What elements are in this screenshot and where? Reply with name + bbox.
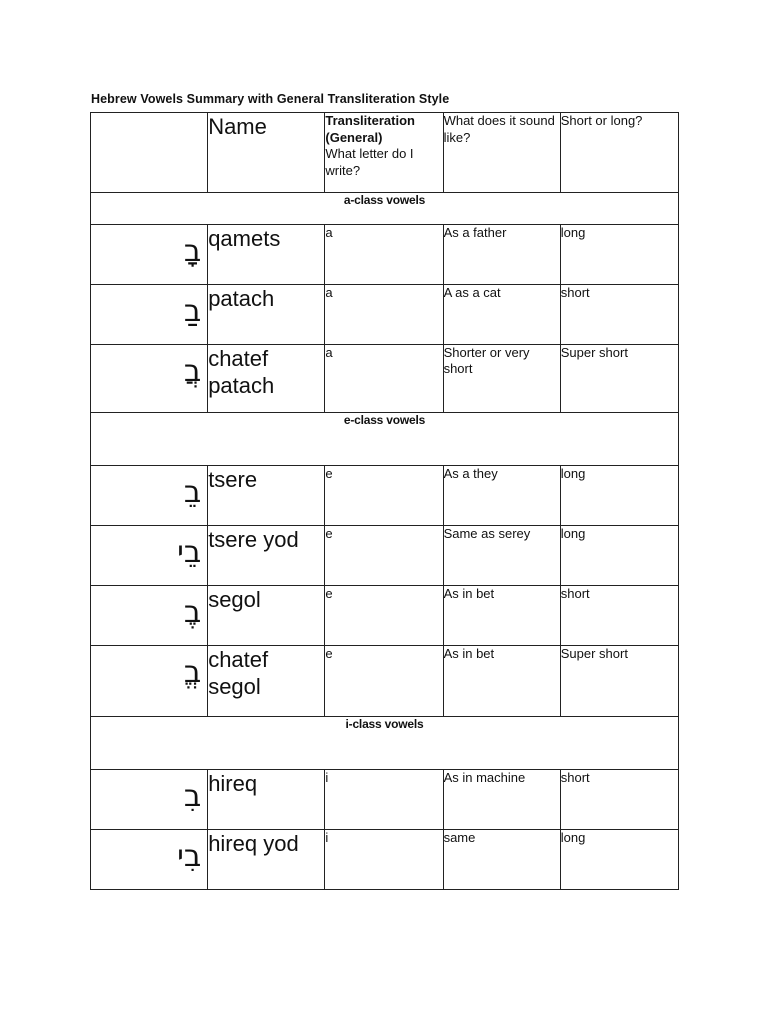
header-transliteration-label: Transliteration (General) (325, 113, 415, 145)
vowel-transliteration: a (325, 345, 443, 413)
header-row (91, 113, 679, 193)
vowel-sound: As in bet (443, 586, 560, 646)
hebrew-glyph: בֶ (183, 595, 202, 630)
vowel-transliteration: e (325, 466, 443, 526)
vowel-transliteration: e (325, 586, 443, 646)
glyph-cell (91, 770, 208, 830)
vowel-name: qamets (208, 225, 325, 285)
vowel-sound: A as a cat (443, 285, 560, 345)
glyph-cell (91, 285, 208, 345)
vowel-sound: As a father (443, 225, 560, 285)
table-row (91, 225, 679, 285)
vowel-sound: As in bet (443, 646, 560, 717)
vowel-sound: Same as serey (443, 526, 560, 586)
section-label-i: i-class vowels (91, 717, 679, 770)
vowel-name: patach (208, 285, 325, 345)
vowel-name: tsere yod (208, 526, 325, 586)
vowel-transliteration: a (325, 285, 443, 345)
vowel-transliteration: e (325, 526, 443, 586)
header-sound: What does it sound like? (443, 113, 560, 193)
glyph-cell (91, 466, 208, 526)
glyph-cell (91, 526, 208, 586)
hebrew-glyph: בֵי (177, 535, 202, 570)
table-row (91, 285, 679, 345)
header-glyph-cell (91, 113, 208, 193)
vowel-length: long (560, 225, 678, 285)
vowel-length: short (560, 285, 678, 345)
glyph-cell (91, 646, 208, 717)
vowel-sound: As a they (443, 466, 560, 526)
vowel-name: chatef patach (208, 345, 325, 413)
document-title: Hebrew Vowels Summary with General Transliteration Style (91, 92, 450, 106)
vowel-name: segol (208, 586, 325, 646)
table-row (91, 526, 679, 586)
vowel-length: Super short (560, 646, 678, 717)
table-row (91, 345, 679, 413)
vowel-name: tsere (208, 466, 325, 526)
section-row-e (91, 413, 679, 466)
vowels-table (90, 112, 679, 890)
vowel-name: hireq yod (208, 830, 325, 890)
header-transliteration (325, 113, 443, 193)
section-row-a (91, 193, 679, 225)
section-row-i (91, 717, 679, 770)
vowel-length: Super short (560, 345, 678, 413)
vowel-length: long (560, 830, 678, 890)
section-label-e: e-class vowels (91, 413, 679, 466)
section-label-a: a-class vowels (91, 193, 679, 225)
glyph-cell (91, 586, 208, 646)
hebrew-glyph: בֵ (183, 475, 202, 510)
header-transliteration-sub: What letter do I write? (325, 146, 414, 178)
vowel-transliteration: e (325, 646, 443, 717)
vowel-length: short (560, 586, 678, 646)
vowel-transliteration: i (325, 830, 443, 890)
vowel-sound: Shorter or very short (443, 345, 560, 413)
vowel-transliteration: i (325, 770, 443, 830)
table-row (91, 586, 679, 646)
vowel-name: hireq (208, 770, 325, 830)
hebrew-glyph: בֲ (183, 354, 202, 389)
table-row (91, 770, 679, 830)
hebrew-glyph: בַ (183, 294, 202, 329)
vowel-length: short (560, 770, 678, 830)
table-row (91, 830, 679, 890)
vowel-length: long (560, 466, 678, 526)
header-name: Name (208, 113, 325, 193)
glyph-cell (91, 345, 208, 413)
table-row (91, 646, 679, 717)
vowel-name: chatef segol (208, 646, 325, 717)
vowel-sound: same (443, 830, 560, 890)
hebrew-glyph: בֱ (183, 655, 202, 690)
table-row (91, 466, 679, 526)
header-length: Short or long? (560, 113, 678, 193)
vowel-sound: As in machine (443, 770, 560, 830)
hebrew-glyph: בִי (177, 839, 202, 874)
glyph-cell (91, 830, 208, 890)
glyph-cell (91, 225, 208, 285)
hebrew-glyph: בָ (183, 234, 202, 269)
hebrew-glyph: בִ (183, 779, 202, 814)
vowel-transliteration: a (325, 225, 443, 285)
vowel-length: long (560, 526, 678, 586)
